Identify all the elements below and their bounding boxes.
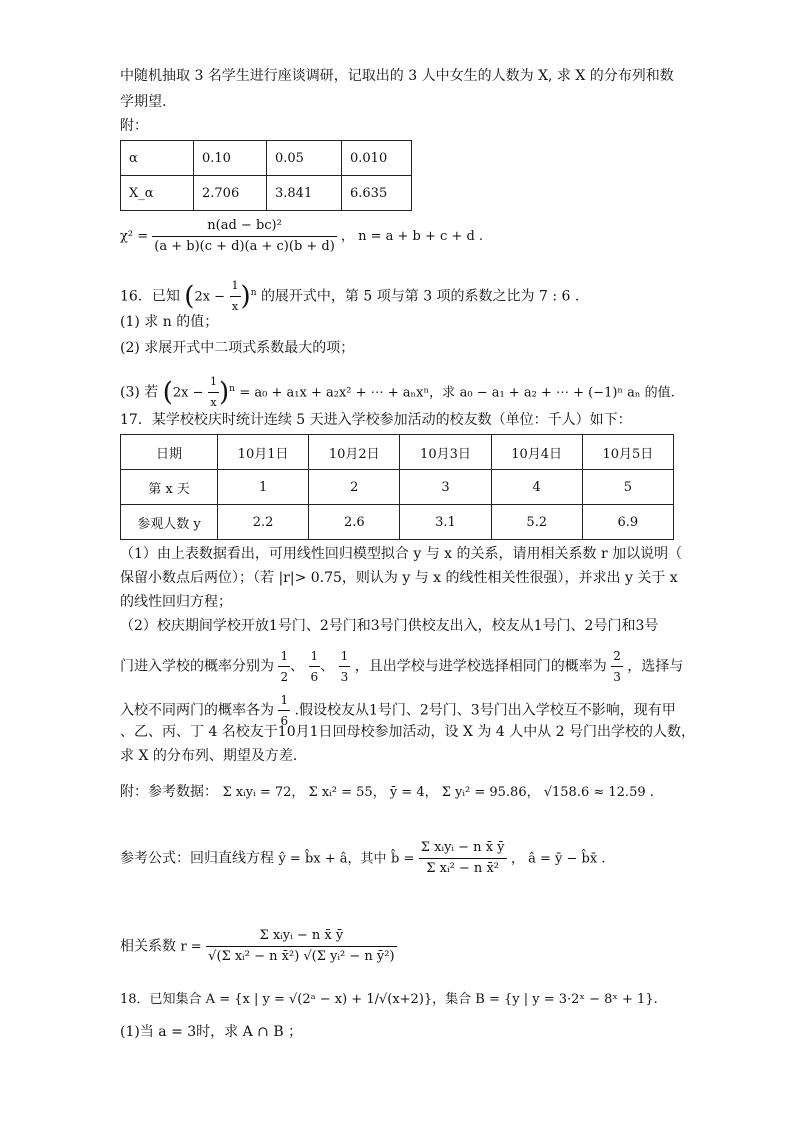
chi-rest: ， n = a + b + c + d . [340, 229, 484, 244]
q16-prefix: 16．已知 [120, 288, 180, 305]
chi-square-formula [120, 216, 483, 257]
q16-frac-num: 1 [230, 276, 241, 297]
formula-label: 参考公式：回归直线方程 [120, 850, 274, 867]
critical-value-table [120, 140, 412, 211]
q17-formula: 参考公式：回归直线方程 ŷ = b̂x + â，其中 b̂ = $\frac{\text{Σ xᵢyᵢ − n x̄ ȳ}}{\text{Σ xᵢ² − n x̄²}}$ ， â = ȳ − b̂x̄ . [120, 838, 605, 879]
table-cell: 2.2 [218, 505, 309, 540]
q17-part2-line3: 入校不同两门的概率各为 $\frac{1}{6}$ .假设校友从1号门、2号门、3号门出入学校互不影响，现有甲 [120, 690, 676, 731]
q17-stem: 17．某学校校庆时统计连续 5 天进入学校参加活动的校友数（单位：千人）如下： [120, 412, 632, 428]
q17-part2-text-d: 入校不同两门的概率各为 [120, 702, 274, 719]
chi-fraction [152, 216, 337, 257]
q17-part2-text-c: ，选择与 [627, 658, 684, 675]
corr-fraction [206, 926, 396, 967]
x-alpha-label: X_α [121, 176, 194, 211]
table-cell: 3 [400, 470, 491, 505]
q18-stem: 18．已知集合 A = {x | y = √(2ᵃ − x) + 1/√(x+2)}，集合 B = {y | y = 3·2ˣ − 8ˣ + 1}. [120, 992, 658, 1007]
chi-lhs: χ² = [120, 229, 149, 244]
table-cell: 3.841 [267, 176, 342, 211]
chi-numerator: n(ad − bc)² [152, 216, 337, 237]
q17-part2-text-e: .假设校友从1号门、2号门、3号门出入学校互不影响，现有甲 [294, 702, 676, 719]
q16-sub2: (2) 求展开式中二项式系数最大的项； [120, 340, 355, 356]
header-cell: 10月3日 [400, 435, 491, 470]
header-cell: 10月4日 [491, 435, 582, 470]
ref-values: Σ xᵢyᵢ = 72， Σ xᵢ² = 55， ȳ = 4， Σ yᵢ² = 95.86， √158.6 ≈ 12.59 . [222, 785, 654, 800]
intro-line-2: 学期望. [120, 94, 167, 110]
q17-part2-line5: 求 X 的分布列、期望及方差. [120, 748, 298, 764]
q16-stem: 16．已知 (2x − $\frac{1}{x}$ )$^n$ 的展开式中，第 5 项与第 3 项的系数之比为 7 : 6 . [120, 276, 579, 317]
q17-part2-line1: （2）校庆期间学校开放1号门、2号门和3号门供校友出入，校友从1号门、2号门和3号 [120, 618, 659, 634]
q17-part2-line2: 门进入学校的概率分别为 $\frac{1}{2}$ 、 $\frac{1}{6}$ 、 $\frac{1}{3}$ ，且出学校与进学校选择相同门的概率为 $\frac{2}{3}$ ，选择与 [120, 646, 683, 687]
intro-line-1: 中随机抽取 3 名学生进行座谈调研，记取出的 3 人中女生的人数为 X, 求 X 的分布列和数 [120, 68, 674, 84]
q16-sub3: (3) 若 (2x − $\frac{1}{x}$ )$^n$ = a₀ + a₁x + a₂x² + ⋯ + aₙxⁿ，求 a₀ − a₁ + a₂ + ⋯ + (−1)ⁿ aₙ 的值. [120, 372, 675, 413]
table-cell: 5 [582, 470, 673, 505]
table-cell: 0.10 [194, 141, 267, 176]
b-hat-numerator: Σ xᵢyᵢ − n x̄ ȳ [419, 838, 507, 859]
row-day-label: 第 x 天 [121, 470, 218, 505]
header-cell: 10月1日 [218, 435, 309, 470]
q16-sub3-target: a₀ − a₁ + a₂ + ⋯ + (−1)ⁿ aₙ 的值. [459, 385, 675, 401]
q17-part2-text-b: ，且出学校与进学校选择相同门的概率为 [354, 658, 607, 675]
appendix-label: 附： [120, 118, 148, 134]
a-hat-formula: ， â = ȳ − b̂x̄ . [510, 851, 606, 867]
b-hat-fraction [419, 838, 507, 879]
q17-correlation: 相关系数 r = $\frac{\text{Σ xᵢyᵢ − n x̄ ȳ}}{\text{√(Σ xᵢ² − n x̄²) √(Σ yᵢ² − n ȳ²)}}$ [120, 926, 397, 967]
visitor-table [120, 434, 674, 540]
chi-denominator: (a + b)(c + d)(a + c)(b + d) [154, 239, 335, 254]
header-cell: 10月2日 [309, 435, 400, 470]
q16-sub3-prefix: (3) 若 [120, 384, 159, 401]
ref-label: 附：参考数据： [120, 784, 218, 800]
table-cell: 6.635 [342, 176, 412, 211]
table-cell: 6.9 [582, 505, 673, 540]
table-cell: 2.6 [309, 505, 400, 540]
q18-sub1: (1)当 a = 3时，求 A ∩ B ； [120, 1024, 303, 1040]
table-cell: 1 [218, 470, 309, 505]
q17-part1-line1: （1）由上表数据看出，可用线性回归模型拟合 y 与 x 的关系，请用相关系数 r 加以说明（ [120, 546, 683, 562]
table-cell: 3.1 [400, 505, 491, 540]
q17-part1-line3: 的线性回归方程； [120, 594, 232, 610]
table-cell: 0.010 [342, 141, 412, 176]
table-cell: 2 [309, 470, 400, 505]
q16-sub1: (1) 求 n 的值； [120, 314, 219, 330]
table-cell: 4 [491, 470, 582, 505]
q17-reference-data [120, 782, 654, 803]
b-hat-denominator: Σ xᵢ² − n x̄² [426, 861, 499, 876]
q17-part1-line2: 保留小数点后两位）；（若 |r|> 0.75，则认为 y 与 x 的线性相关性很强），并求出 y 关于 x [120, 570, 678, 586]
table-cell: 2.706 [194, 176, 267, 211]
q16-sub3-expansion: = a₀ + a₁x + a₂x² + ⋯ + aₙxⁿ，求 [239, 385, 456, 401]
header-date: 日期 [121, 435, 218, 470]
header-cell: 10月5日 [582, 435, 673, 470]
formula-equation: ŷ = b̂x + â，其中 [278, 851, 387, 867]
table-cell: 5.2 [491, 505, 582, 540]
corr-label: 相关系数 [120, 938, 176, 955]
corr-numerator: Σ xᵢyᵢ − n x̄ ȳ [206, 926, 396, 947]
q16-suffix: 的展开式中，第 5 项与第 3 项的系数之比为 7 : 6 . [260, 288, 580, 305]
row-visitors-label: 参观人数 y [121, 505, 218, 540]
corr-denominator: √(Σ xᵢ² − n x̄²) √(Σ yᵢ² − n ȳ²) [208, 949, 395, 964]
q17-part2-text-a: 门进入学校的概率分别为 [120, 658, 274, 675]
alpha-label: α [121, 141, 194, 176]
q17-part2-line4: 、乙、丙、丁 4 名校友于10月1日回母校参加活动，设 X 为 4 人中从 2 号门出学校的人数， [120, 724, 696, 740]
table-cell: 0.05 [267, 141, 342, 176]
